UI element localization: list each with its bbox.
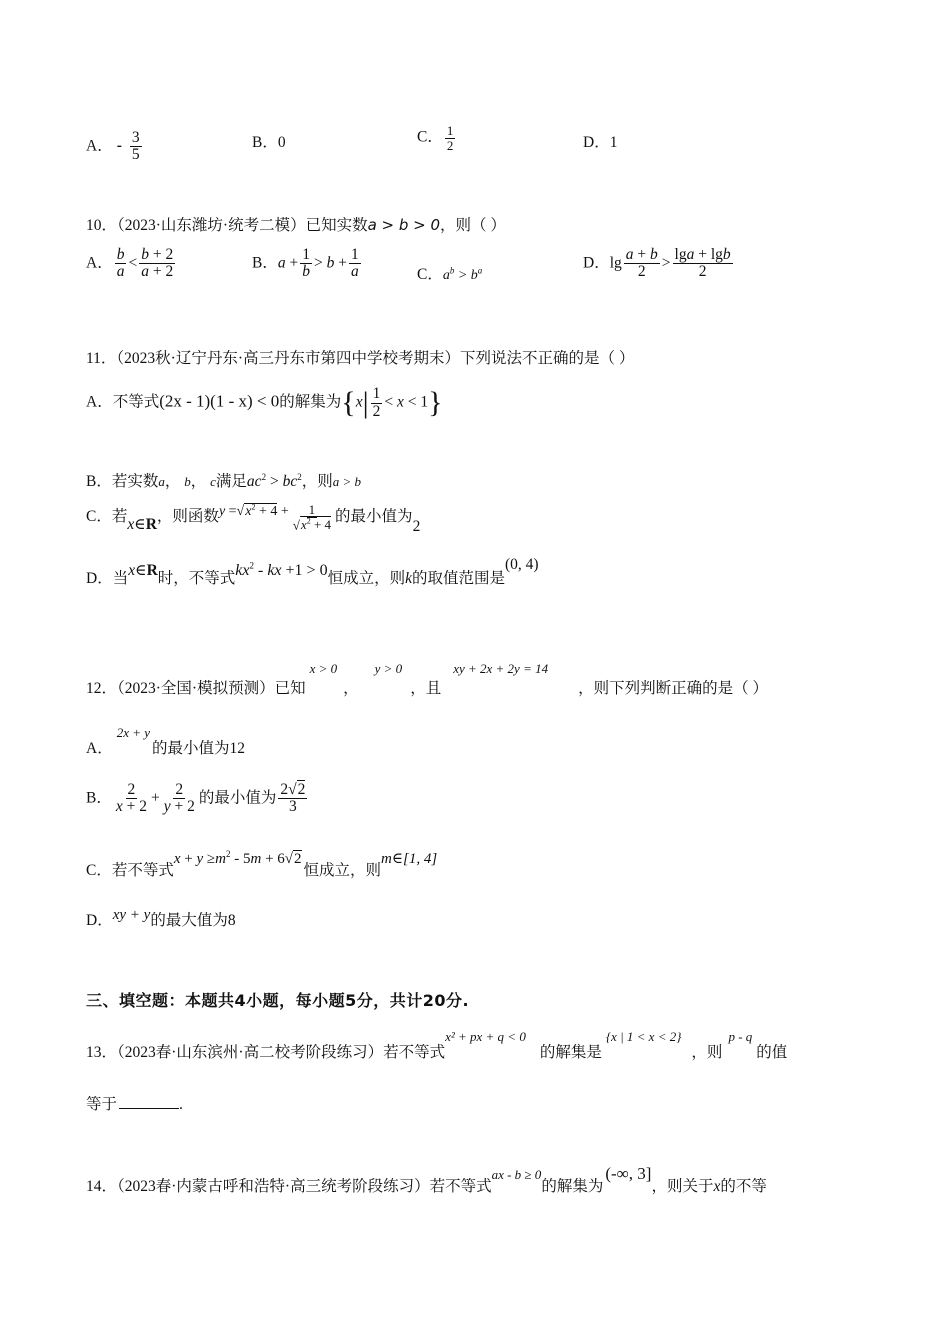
q10-option-d: D．lg $\frac{a + b}{2}$ > $\frac{\lg a + \lg b}{2}$ bbox=[583, 246, 731, 281]
q9-option-c: C． $\frac{1}{2}$ bbox=[417, 123, 454, 153]
q11-a-expr: (2x - 1)(1 - x) < 0 bbox=[159, 391, 280, 411]
q9-option-b: B．0 bbox=[252, 134, 286, 151]
q14-stem: 14．（2023春·内蒙古呼和浩特·高三统考阶段练习）若不等式ax - b ≥ 0的解集为(-∞, 3]，则关于x的不等 bbox=[86, 1164, 767, 1195]
q10-condition: a > b > 0 bbox=[367, 216, 441, 234]
q11-stem: 11．（2023秋·辽宁丹东·高三丹东市第四中学校考期末）下列说法不正确的是（ ） bbox=[86, 350, 635, 367]
q10-stem: 10．（2023·山东潍坊·统考二模）已知实数a > b > 0，则（ ） bbox=[86, 216, 506, 234]
q10-option-c: C．$a^b > b^a$ bbox=[417, 265, 483, 283]
q11-option-d: D．当x∈R时，不等式$kx^2$ - kx +1 > 0恒成立，则k的取值范围是(0, 4) bbox=[86, 556, 539, 587]
q13-stem: 13．（2023春·山东滨州·高二校考阶段练习）若不等式x² + px + q < 0的解集是{x | 1 < x < 2}，则p - q的值 bbox=[86, 1029, 788, 1061]
q12-option-a: A．2x + y的最小值为12 bbox=[86, 725, 246, 757]
q11-option-c: C．若x∈R，则函数$y =√x^2 + 4$ + $\frac{1}{√x^2 + 4}$ 的最小值为2 bbox=[86, 502, 421, 535]
q13-answer-blank[interactable] bbox=[119, 1108, 179, 1109]
q9-option-a: A． - $\frac{3}{5}$ bbox=[86, 129, 140, 164]
q13-answer-line: 等于 . bbox=[86, 1096, 183, 1113]
q11-option-a: A．不等式(2x - 1)(1 - x) < 0的解集为{x| $\frac{1}{2}$ < x < 1} bbox=[86, 385, 443, 420]
q9-option-d: D．1 bbox=[583, 134, 618, 151]
q12-option-c: C．若不等式$x + y \ge m^2 - 5m + 6√2$恒成立，则m∈[1, 4] bbox=[86, 849, 438, 879]
q12-option-b: B． $\frac{2}{x + 2}$ + $\frac{2}{y + 2}$ 的最小值为 $\frac{2√2}{3}$ bbox=[86, 781, 306, 816]
q10-option-b: B．a + $\frac{1}{b}$ > b + $\frac{1}{a}$ bbox=[252, 246, 359, 281]
q12-stem: 12．（2023·全国·模拟预测）已知x > 0，y > 0，且xy + 2x + 2y = 14，则下列判断正确的是（ ） bbox=[86, 661, 768, 697]
section-title-fill-in: 三、填空题：本题共4小题，每小题5分，共计20分. bbox=[86, 991, 470, 1010]
q10-option-a: A． $\frac{b}{a}$ < $\frac{b + 2}{a + 2}$ bbox=[86, 246, 174, 281]
q12-option-d: D．xy + y的最大值为8 bbox=[86, 907, 236, 929]
q11-option-b: B．若实数a， b， c满足$ac^2 > bc^2$，则a > b bbox=[86, 471, 361, 490]
